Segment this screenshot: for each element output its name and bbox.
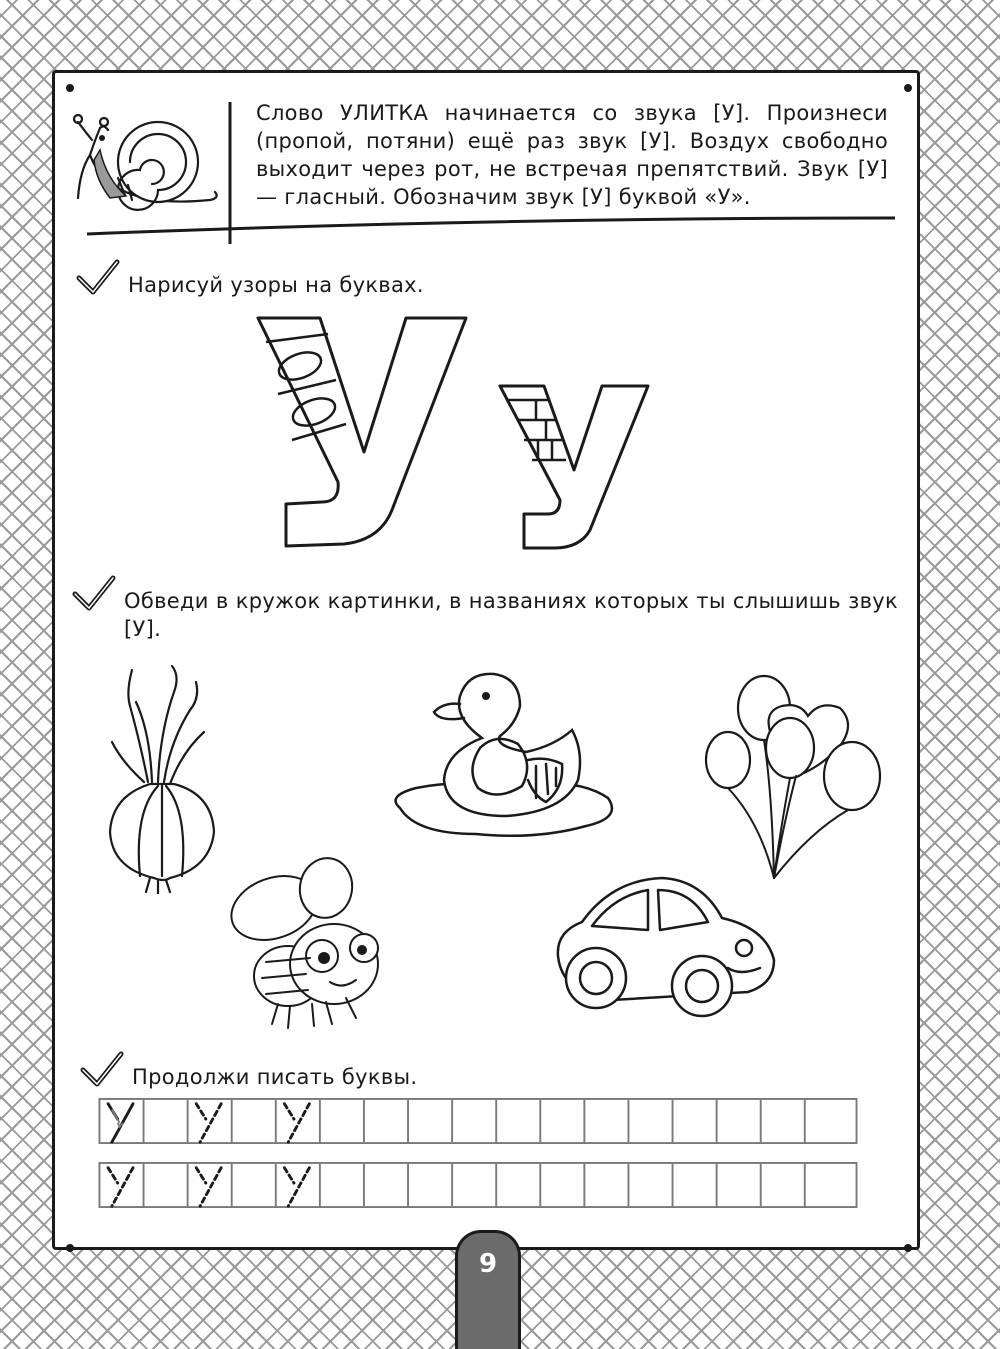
fly-picture[interactable]	[226, 854, 400, 1032]
intro-paragraph: Слово УЛИТКА начинается со звука [У]. Произнеси (пропой, потяни) ещё раз звук [У]. Воздух свободно выходит через рот, не встречая препятствий. Звук [У] — гласный. Обозначим звук [У] буквой «У».	[256, 101, 888, 209]
onion-picture[interactable]	[100, 662, 224, 894]
page-number: 9	[455, 1230, 521, 1349]
pin	[66, 84, 74, 92]
task-1-text: Нарисуй узоры на буквах.	[128, 273, 424, 297]
balloons-picture[interactable]	[700, 672, 886, 884]
checkmark-icon	[76, 258, 120, 298]
writing-grid-row-1[interactable]	[82, 1098, 874, 1144]
pin	[904, 84, 912, 92]
pin	[904, 1244, 912, 1252]
duck-picture[interactable]	[386, 668, 620, 844]
letter-upper-outline	[256, 314, 470, 550]
car-picture[interactable]	[552, 872, 778, 1024]
checkmark-icon	[72, 574, 116, 614]
writing-grid-row-2[interactable]	[82, 1162, 874, 1208]
letter-lower-outline	[498, 382, 652, 552]
task-2-text: Обведи в кружок картинки, в названиях которых ты слышишь звук [У].	[124, 589, 898, 641]
checkmark-icon	[80, 1050, 124, 1090]
task-3-text: Продолжи писать буквы.	[132, 1065, 418, 1089]
pin	[66, 1244, 74, 1252]
